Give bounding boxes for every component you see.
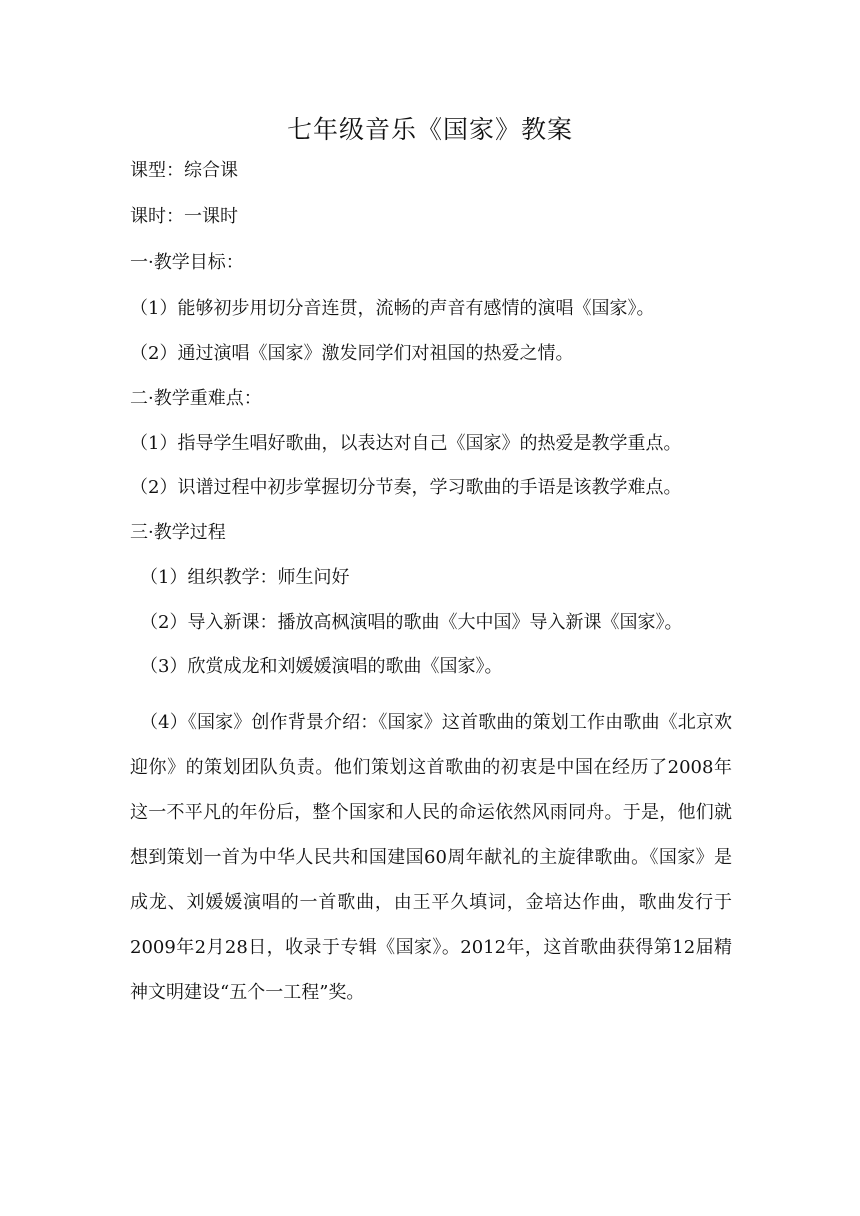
lesson-type-line: 课型：综合课 [130, 160, 238, 181]
section-heading-process: 三·教学过程 [130, 522, 226, 543]
section-heading-keypoints: 二·教学重难点： [130, 388, 262, 409]
process-step-4-paragraph: （4）《国家》创作背景介绍：《国家》这首歌曲的策划工作由歌曲《北京欢迎你》的策划团队负责。他们策划这首歌曲的初衷是中国在经历了2008年这一不平凡的年份后，整个国家和人民的命运依然风雨同舟。于是，他们就想到策划一首为中华人民共和国建国60周年献礼的主旋律歌曲。《国家》是成龙、刘媛媛演唱的一首歌曲，由王平久填词，金培达作曲，歌曲发行于2009年2月28日，收录于专辑《国家》。2012年，这首歌曲获得第12届精神文明建设“五个一工程”奖。 [130, 712, 732, 1003]
keypoint-item-2: （2）识谱过程中初步掌握切分节奏，学习歌曲的手语是该教学难点。 [130, 477, 682, 498]
keypoint-item-1: （1）指导学生唱好歌曲，以表达对自己《国家》的热爱是教学重点。 [130, 433, 682, 454]
section-heading-goals: 一·教学目标： [130, 252, 244, 273]
document-title: 七年级音乐《国家》教案 [286, 115, 573, 144]
process-step-3: （3）欣赏成龙和刘媛媛演唱的歌曲《国家》。 [140, 656, 503, 677]
process-step-1: （1）组织教学：师生问好 [140, 567, 350, 588]
process-step-2: （2）导入新课：播放高枫演唱的歌曲《大中国》导入新课《国家》。 [140, 612, 683, 633]
goal-item-1: （1）能够初步用切分音连贯，流畅的声音有感情的演唱《国家》。 [130, 298, 655, 319]
lesson-duration-line: 课时：一课时 [130, 206, 238, 227]
goal-item-2: （2）通过演唱《国家》激发同学们对祖国的热爱之情。 [130, 343, 574, 364]
